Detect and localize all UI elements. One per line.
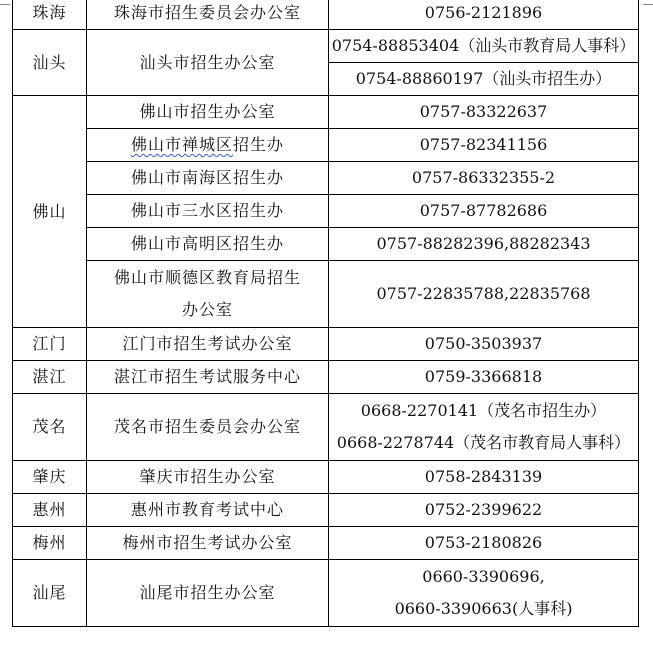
office-line: 办公室	[181, 300, 233, 319]
city-cell: 珠海	[13, 0, 87, 30]
table-row	[13, 30, 639, 63]
office-cell: 佛山市三水区招生办	[87, 195, 329, 228]
table-row	[13, 0, 639, 30]
city-cell: 汕尾	[13, 560, 87, 627]
table-row	[13, 527, 639, 560]
phone-cell: 0750-3503937	[329, 328, 639, 361]
phone-cell: 0757-82341156	[329, 129, 639, 162]
phone-cell: 0757-83322637	[329, 96, 639, 129]
table-row	[13, 228, 639, 261]
office-cell: 汕尾市招生办公室	[87, 560, 329, 627]
phone-cell: 0754-88853404（汕头市教育局人事科）	[329, 30, 639, 63]
phone-cell: 0752-2399622	[329, 494, 639, 527]
office-cell: 汕头市招生办公室	[87, 30, 329, 96]
office-line: 佛山市顺德区教育局招生	[113, 268, 301, 287]
phone-cell: 0757-88282396,88282343	[329, 228, 639, 261]
city-cell: 汕头	[13, 30, 87, 96]
table-row	[13, 129, 639, 162]
table-row	[13, 560, 639, 627]
phone-cell: 0759-3366818	[329, 361, 639, 394]
table-row	[13, 195, 639, 228]
office-cell	[87, 129, 329, 162]
phone-cell	[329, 560, 639, 627]
office-cell: 佛山市高明区招生办	[87, 228, 329, 261]
table-row	[13, 261, 639, 328]
office-cell: 湛江市招生考试服务中心	[87, 361, 329, 394]
city-cell: 梅州	[13, 527, 87, 560]
phone-cell	[329, 394, 639, 461]
admissions-contact-table	[12, 0, 639, 627]
office-cell: 珠海市招生委员会办公室	[87, 0, 329, 30]
office-cell: 肇庆市招生办公室	[87, 461, 329, 494]
city-cell: 肇庆	[13, 461, 87, 494]
office-cell: 梅州市招生考试办公室	[87, 527, 329, 560]
office-cell: 茂名市招生委员会办公室	[87, 394, 329, 461]
table-row	[13, 328, 639, 361]
table-row	[13, 461, 639, 494]
phone-line: 0668-2278744（茂名市教育局人事科）	[336, 433, 631, 452]
phone-cell: 0753-2180826	[329, 527, 639, 560]
phone-line: 0660-3390696,	[422, 567, 545, 586]
city-cell: 佛山	[13, 96, 87, 328]
city-cell: 惠州	[13, 494, 87, 527]
office-cell: 佛山市南海区招生办	[87, 162, 329, 195]
city-cell: 江门	[13, 328, 87, 361]
office-cell: 惠州市教育考试中心	[87, 494, 329, 527]
table-row	[13, 361, 639, 394]
phone-cell: 0757-22835788,22835768	[329, 261, 639, 328]
table-row	[13, 494, 639, 527]
city-cell: 茂名	[13, 394, 87, 461]
phone-line: 0668-2270141（茂名市招生办）	[360, 401, 607, 420]
table-row	[13, 96, 639, 129]
table-row	[13, 162, 639, 195]
page-corner-mark-right	[643, 0, 653, 5]
office-text: 招生办	[233, 135, 285, 154]
phone-cell: 0757-87782686	[329, 195, 639, 228]
phone-line: 0660-3390663(人事科)	[394, 599, 573, 618]
office-cell	[87, 261, 329, 328]
spellcheck-underlined-text: 佛山市禅城区	[130, 135, 233, 154]
phone-cell: 0754-88860197（汕头市招生办）	[329, 63, 639, 96]
office-cell: 佛山市招生办公室	[87, 96, 329, 129]
phone-cell: 0756-2121896	[329, 0, 639, 30]
city-cell: 湛江	[13, 361, 87, 394]
page-corner-mark-left	[0, 0, 10, 5]
table-row	[13, 394, 639, 461]
phone-cell: 0758-2843139	[329, 461, 639, 494]
office-cell: 江门市招生考试办公室	[87, 328, 329, 361]
phone-cell: 0757-86332355-2	[329, 162, 639, 195]
